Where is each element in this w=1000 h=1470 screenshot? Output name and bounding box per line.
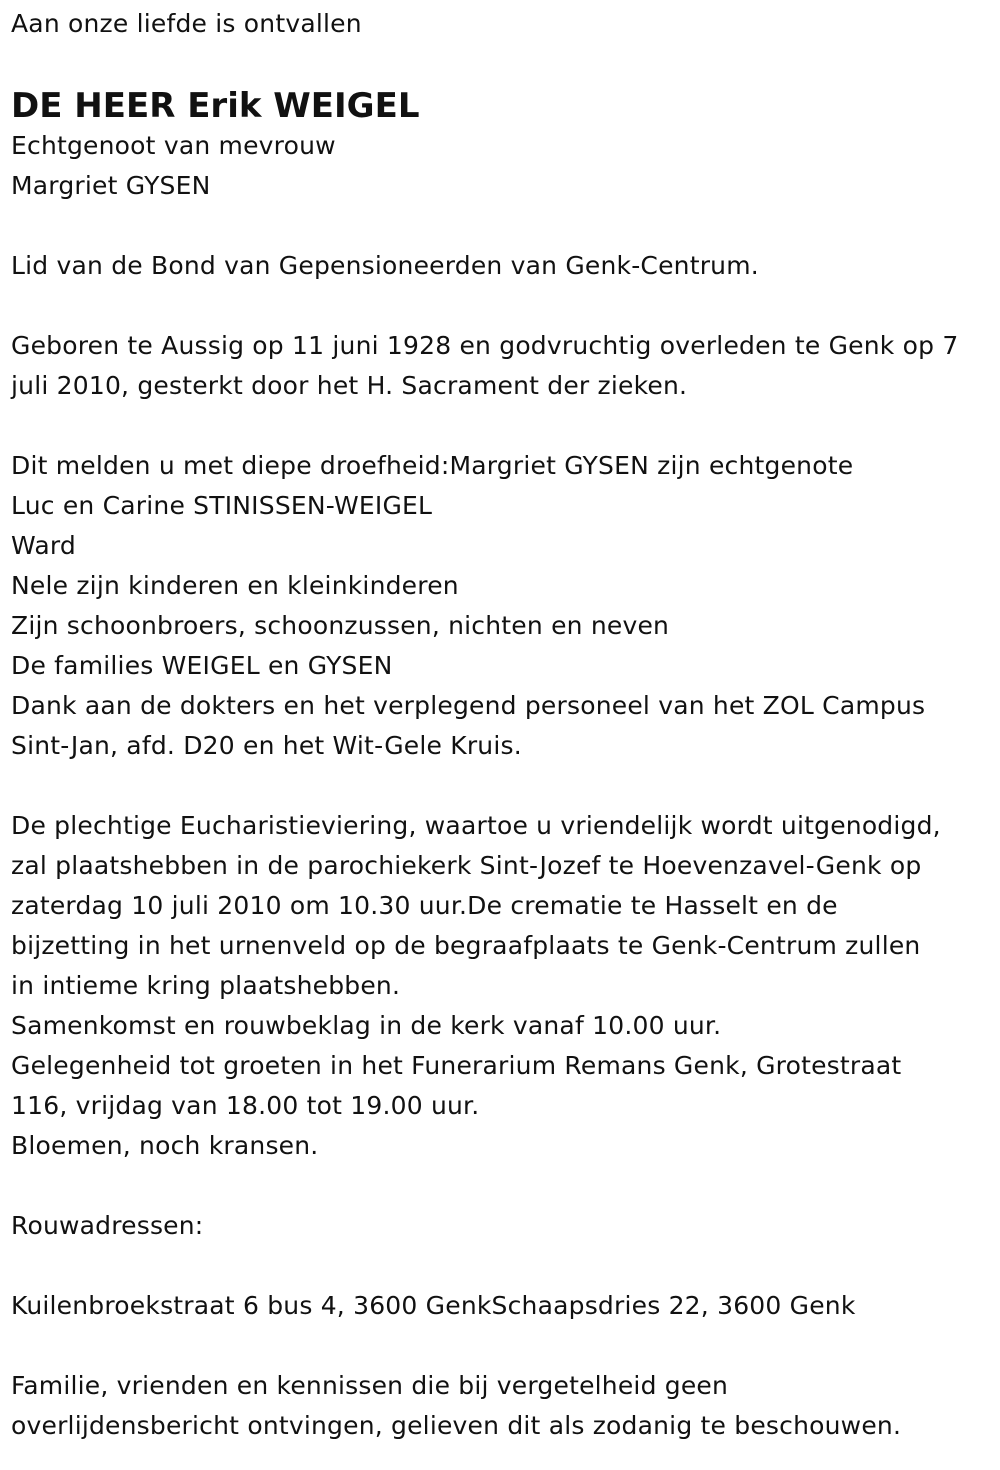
announcement-line-3: Ward: [11, 531, 76, 560]
announcement-line-6: De families WEIGEL en GYSEN: [11, 651, 393, 680]
ceremony-line-7: Gelegenheid tot groeten in het Funerarium Remans Genk, Grotestraat: [11, 1051, 902, 1080]
spouse-line-1: Echtgenoot van mevrouw: [11, 131, 336, 160]
ceremony-line-6: Samenkomst en rouwbeklag in de kerk vanaf 10.00 uur.: [11, 1011, 722, 1040]
ceremony-line-3: zaterdag 10 juli 2010 om 10.30 uur.De crematie te Hasselt en de: [11, 891, 838, 920]
announcement-line-7: Dank aan de dokters en het verplegend personeel van het ZOL Campus: [11, 691, 926, 720]
spacer: [11, 44, 996, 82]
spacer: [11, 1246, 996, 1286]
spacer: [11, 766, 996, 806]
intro-line: Aan onze liefde is ontvallen: [11, 9, 362, 38]
announcement-line-4: Nele zijn kinderen en kleinkinderen: [11, 571, 459, 600]
birth-death-line-1: Geboren te Aussig op 11 juni 1928 en godvruchtig overleden te Genk op 7: [11, 331, 959, 360]
closing-line-2: overlijdensbericht ontvingen, gelieven dit als zodanig te beschouwen.: [11, 1411, 902, 1440]
ceremony-line-1: De plechtige Eucharistieviering, waartoe u vriendelijk wordt uitgenodigd,: [11, 811, 941, 840]
announcement-line-5: Zijn schoonbroers, schoonzussen, nichten en neven: [11, 611, 670, 640]
membership-line: Lid van de Bond van Gepensioneerden van Genk-Centrum.: [11, 251, 759, 280]
addresses-line: Kuilenbroekstraat 6 bus 4, 3600 GenkSchaapsdries 22, 3600 Genk: [11, 1291, 856, 1320]
addresses-label: Rouwadressen:: [11, 1211, 204, 1240]
announcement-line-2: Luc en Carine STINISSEN-WEIGEL: [11, 491, 433, 520]
announcement-line-8: Sint-Jan, afd. D20 en het Wit-Gele Kruis.: [11, 731, 522, 760]
obituary-notice: [11, 4, 996, 1446]
announcement-line-1: Dit melden u met diepe droefheid:Margriet GYSEN zijn echtgenote: [11, 451, 854, 480]
ceremony-line-8: 116, vrijdag van 18.00 tot 19.00 uur.: [11, 1091, 480, 1120]
ceremony-line-5: in intieme kring plaatshebben.: [11, 971, 401, 1000]
birth-death-line-2: juli 2010, gesterkt door het H. Sacrament der zieken.: [11, 371, 688, 400]
spacer: [11, 206, 996, 246]
spacer: [11, 406, 996, 446]
spacer: [11, 1326, 996, 1366]
ceremony-line-4: bijzetting in het urnenveld op de begraafplaats te Genk-Centrum zullen: [11, 931, 921, 960]
ceremony-line-2: zal plaatshebben in de parochiekerk Sint-Jozef te Hoevenzavel-Genk op: [11, 851, 922, 880]
deceased-name-title: DE HEER Erik WEIGEL: [11, 86, 420, 126]
spacer: [11, 286, 996, 326]
spouse-line-2: Margriet GYSEN: [11, 171, 211, 200]
spacer: [11, 1166, 996, 1206]
ceremony-line-9: Bloemen, noch kransen.: [11, 1131, 319, 1160]
closing-line-1: Familie, vrienden en kennissen die bij vergetelheid geen: [11, 1371, 729, 1400]
